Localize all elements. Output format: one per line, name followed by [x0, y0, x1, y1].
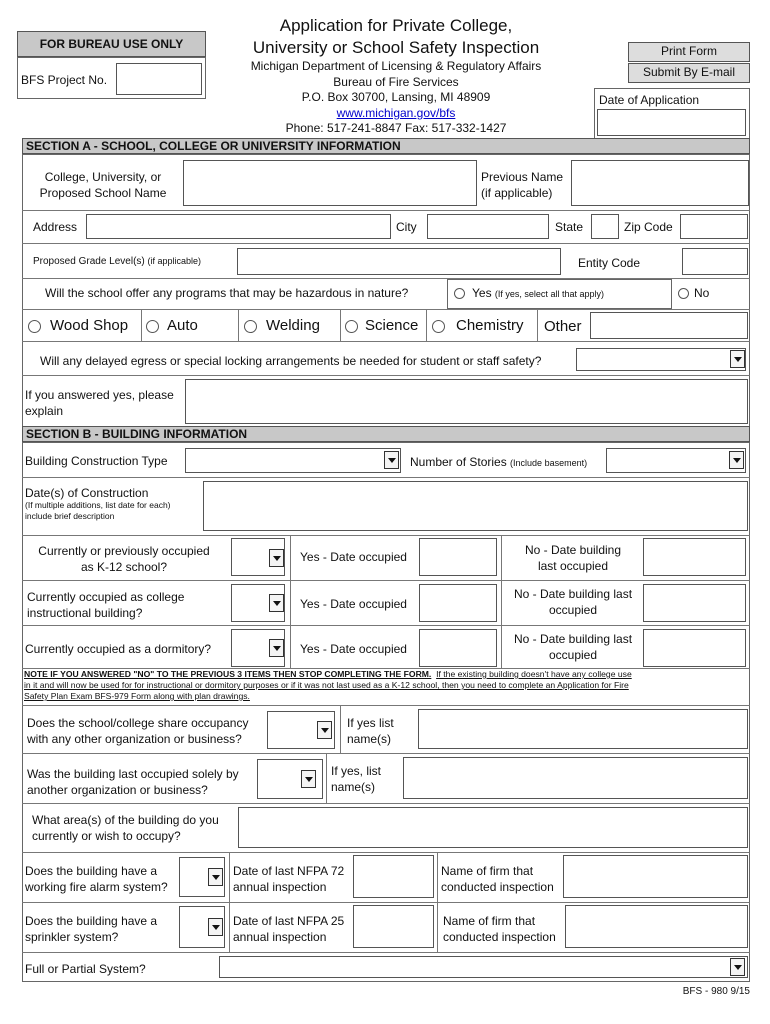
page-title: Application for Private College, University or School Safety Inspection — [252, 16, 540, 57]
k12-dropdown-icon[interactable] — [269, 549, 284, 567]
share-occupancy-dropdown-icon[interactable] — [317, 721, 332, 739]
share-names-input[interactable] — [418, 709, 748, 749]
alarm-firm-label: Name of firm that conducted inspection — [441, 864, 554, 894]
dorm-label: Currently occupied as a dormitory? — [25, 642, 212, 656]
solely-names-input[interactable] — [403, 757, 748, 799]
auto-checkbox[interactable] — [146, 320, 159, 333]
date-of-application-label: Date of Application — [599, 93, 700, 107]
construction-type-label: Building Construction Type — [25, 454, 168, 468]
dorm-yes-date-label: Yes - Date occupied — [300, 642, 407, 656]
sprinkler-label: Does the building have a sprinkler system? — [25, 914, 158, 944]
dorm-dropdown-icon[interactable] — [269, 639, 284, 657]
city-input[interactable] — [427, 214, 549, 239]
address-input[interactable] — [86, 214, 391, 239]
city-label: City — [396, 220, 417, 234]
fire-alarm-label: Does the building have a working fire alarm system? — [25, 864, 168, 894]
solely-names-label: If yes, list name(s) — [331, 764, 382, 794]
stories-dropdown-icon[interactable] — [729, 451, 744, 469]
college-no-date-input[interactable] — [643, 584, 746, 622]
construction-dates-label: Date(s) of Construction (If multiple additions, list date for each) include brief description — [25, 486, 171, 521]
explain-label: If you answered yes, please explain — [25, 388, 174, 418]
dorm-no-date-input[interactable] — [643, 629, 746, 667]
wood-shop-checkbox[interactable] — [28, 320, 41, 333]
stop-note: NOTE IF YOU ANSWERED "NO" TO THE PREVIOUS 3 ITEMS THEN STOP COMPLETING THE FORM. If the existing building doesn't have any college use in it and will now be used for for instructional or dormitory purposes or if it was not last used as a K-12 school, then you need to complete an Application for Fire Safety Plan Exam BFS-979 Form along with plan drawings. — [24, 669, 632, 701]
state-label: State — [555, 220, 584, 234]
previous-name-label: Previous Name (if applicable) — [481, 170, 564, 200]
hazard-yes-label: Yes (If yes, select all that apply) — [472, 286, 604, 300]
auto-label: Auto — [167, 317, 198, 334]
date-of-application-input[interactable] — [597, 109, 746, 136]
egress-dropdown-icon[interactable] — [730, 350, 745, 368]
nfpa25-label: Date of last NFPA 25 annual inspection — [233, 914, 345, 944]
hazard-yes-radio[interactable] — [454, 288, 465, 299]
science-label: Science — [365, 317, 419, 334]
nfpa72-label: Date of last NFPA 72 annual inspection — [233, 864, 345, 894]
college-yes-date-label: Yes - Date occupied — [300, 597, 407, 611]
share-names-label: If yes list name(s) — [347, 716, 394, 746]
k12-yes-date-label: Yes - Date occupied — [300, 550, 407, 564]
hazard-no-label: No — [694, 286, 710, 300]
agency-info: Michigan Department of Licensing & Regulatory Affairs Bureau of Fire Services P.O. Box 30700, Lansing, MI 48909 www.michigan.gov/bfs Phone: 517-241-8847 Fax: 517-332-1427 — [216, 59, 576, 137]
project-label: BFS Project No. — [21, 73, 108, 87]
project-number-input[interactable] — [116, 63, 202, 95]
nfpa25-date-input[interactable] — [353, 905, 434, 948]
science-checkbox[interactable] — [345, 320, 358, 333]
website-link[interactable]: www.michigan.gov/bfs — [336, 105, 456, 120]
wood-shop-label: Wood Shop — [50, 317, 129, 334]
zip-input[interactable] — [680, 214, 748, 239]
previous-name-input[interactable] — [571, 160, 749, 206]
college-no-date-label: No - Date building last occupied — [513, 587, 633, 617]
bureau-use-header: FOR BUREAU USE ONLY — [17, 31, 206, 57]
sprinkler-firm-input[interactable] — [565, 905, 748, 948]
chemistry-label: Chemistry — [456, 317, 524, 334]
entity-code-label: Entity Code — [578, 256, 641, 270]
egress-question: Will any delayed egress or special locking arrangements be needed for student or staff safety? — [40, 354, 542, 368]
k12-yes-date-input[interactable] — [419, 538, 497, 576]
print-form-button[interactable]: Print Form — [628, 42, 750, 62]
full-partial-label: Full or Partial System? — [25, 962, 146, 976]
sprinkler-dropdown-icon[interactable] — [208, 918, 223, 936]
construction-type-select[interactable] — [185, 448, 401, 473]
entity-code-input[interactable] — [682, 248, 748, 275]
egress-select[interactable] — [576, 348, 746, 371]
college-label: Currently occupied as college instructional building? — [27, 590, 185, 620]
other-input[interactable] — [590, 312, 748, 339]
k12-no-date-input[interactable] — [643, 538, 746, 576]
fire-alarm-dropdown-icon[interactable] — [208, 868, 223, 886]
stories-select[interactable] — [606, 448, 746, 473]
grade-level-label: Proposed Grade Level(s) (if applicable) — [33, 256, 202, 267]
address-label: Address — [33, 220, 78, 234]
school-name-input[interactable] — [183, 160, 477, 206]
sprinkler-firm-label: Name of firm that conducted inspection — [443, 914, 556, 944]
welding-label: Welding — [266, 317, 320, 334]
other-label: Other — [544, 318, 582, 335]
construction-dates-input[interactable] — [203, 481, 748, 531]
dorm-yes-date-input[interactable] — [419, 629, 497, 667]
stories-label: Number of Stories (Include basement) — [410, 455, 588, 469]
zip-label: Zip Code — [624, 220, 673, 234]
share-occupancy-label: Does the school/college share occupancy with any other organization or business? — [27, 716, 249, 746]
section-b-header: SECTION B - BUILDING INFORMATION — [22, 426, 750, 442]
full-partial-dropdown-icon[interactable] — [730, 958, 745, 976]
k12-no-date-label: No - Date building last occupied — [524, 543, 622, 573]
solely-occupied-dropdown-icon[interactable] — [301, 770, 316, 788]
state-input[interactable] — [591, 214, 619, 239]
form-number: BFS - 980 9/15 — [682, 986, 750, 997]
college-yes-date-input[interactable] — [419, 584, 497, 622]
dorm-no-date-label: No - Date building last occupied — [513, 632, 633, 662]
section-a-header: SECTION A - SCHOOL, COLLEGE OR UNIVERSITY INFORMATION — [22, 138, 750, 154]
submit-email-button[interactable]: Submit By E-mail — [628, 63, 750, 83]
hazard-no-radio[interactable] — [678, 288, 689, 299]
full-partial-select[interactable] — [219, 956, 748, 978]
chemistry-checkbox[interactable] — [432, 320, 445, 333]
explain-input[interactable] — [185, 379, 748, 424]
areas-input[interactable] — [238, 807, 748, 848]
solely-occupied-label: Was the building last occupied solely by another organization or business? — [27, 767, 239, 797]
hazard-question: Will the school offer any programs that may be hazardous in nature? — [45, 286, 409, 300]
areas-label: What area(s) of the building do you currently or wish to occupy? — [32, 813, 219, 843]
construction-type-dropdown-icon[interactable] — [384, 451, 399, 469]
alarm-firm-input[interactable] — [563, 855, 748, 898]
school-name-label: College, University, or Proposed School Name — [39, 170, 167, 200]
grade-level-input[interactable] — [237, 248, 561, 275]
college-dropdown-icon[interactable] — [269, 594, 284, 612]
nfpa72-date-input[interactable] — [353, 855, 434, 898]
k12-label: Currently or previously occupied as K-12 school? — [38, 544, 210, 574]
welding-checkbox[interactable] — [244, 320, 257, 333]
